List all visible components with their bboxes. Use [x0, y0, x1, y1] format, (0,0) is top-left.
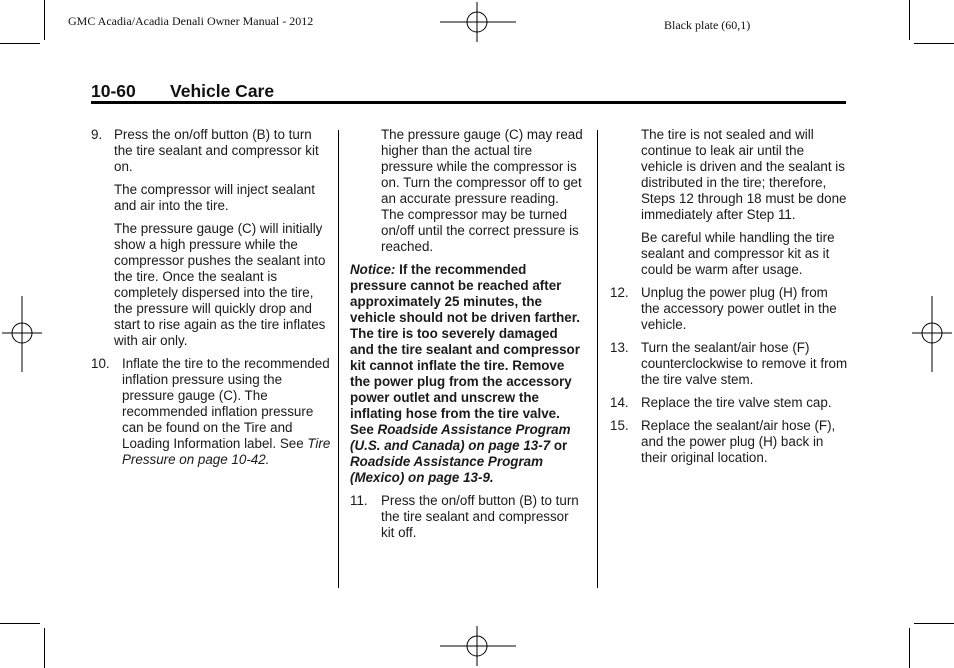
- notice-body: If the recommended pressure cannot be reached after approximately 25 minutes, the vehicle should not be driven farther. The tire is too severely damaged and the tire sealant and compressor kit cannot inflate the tire. Remove the power plug from the accessory power outlet and unscrew the inflating hose from the tire valve. See: [350, 262, 580, 437]
- step-11: [350, 493, 584, 541]
- manual-title: GMC Acadia/Acadia Denali Owner Manual - 2012: [68, 14, 314, 28]
- step-number: 9.: [91, 127, 103, 142]
- crop-mark: [0, 623, 40, 624]
- step-number: 10.: [91, 356, 110, 371]
- notice-connector: or: [550, 438, 568, 453]
- crop-mark: [0, 43, 40, 44]
- column-3: [610, 127, 848, 473]
- step-number: 13.: [610, 340, 629, 355]
- step-number: 15.: [610, 418, 629, 433]
- step-14: [610, 395, 848, 411]
- paragraph: The pressure gauge (C) may read higher than the actual tire pressure while the compressor is on. Turn the compressor off to get an accurate pressure reading. The compressor may be turned on/off until the correct pressure is reached.: [381, 127, 583, 254]
- registration-mark-icon: [2, 296, 42, 372]
- step-text-container: [122, 356, 331, 468]
- cross-reference-link[interactable]: Tire Pressure on page 10-42.: [122, 436, 331, 467]
- step-text: Unplug the power plug (H) from the accessory power outlet in the vehicle.: [641, 285, 837, 332]
- column-1: [91, 127, 331, 475]
- step-number: 14.: [610, 395, 629, 410]
- registration-mark-icon: [440, 626, 516, 666]
- paragraph: Be careful while handling the tire sealant and compressor kit as it could be warm after usage.: [641, 230, 835, 277]
- section-heading: [91, 81, 274, 102]
- section-title: Vehicle Care: [170, 81, 275, 101]
- step-9: [91, 127, 331, 175]
- notice-block: [350, 262, 584, 486]
- step-text: Turn the sealant/air hose (F) counterclockwise to remove it from the tire valve stem.: [641, 340, 848, 387]
- column-divider: [338, 130, 339, 588]
- crop-mark: [914, 43, 954, 44]
- cross-reference-link[interactable]: Roadside Assistance Program (U.S. and Canada) on page 13-7: [350, 422, 571, 453]
- step-number: 11.: [350, 493, 368, 508]
- cross-reference-link[interactable]: Roadside Assistance Program (Mexico) on page 13-9.: [350, 454, 543, 485]
- crop-mark: [909, 0, 910, 40]
- step-text: Press the on/off button (B) to turn the tire sealant and compressor kit on.: [114, 127, 319, 174]
- column-divider: [597, 130, 598, 588]
- step-text: Replace the tire valve stem cap.: [641, 395, 832, 410]
- page-number: 10-60: [91, 81, 136, 101]
- registration-mark-icon: [440, 2, 516, 42]
- notice-label: Notice:: [350, 262, 396, 277]
- crop-mark: [909, 628, 910, 668]
- crop-mark: [44, 0, 45, 40]
- step-text: Press the on/off button (B) to turn the tire sealant and compressor kit off.: [381, 493, 579, 540]
- step-10: [91, 356, 331, 468]
- step-paragraph: The compressor will inject sealant and air into the tire.: [114, 182, 315, 213]
- registration-mark-icon: [912, 296, 952, 372]
- step-12: [610, 285, 848, 333]
- plate-label: Black plate (60,1): [664, 18, 751, 32]
- step-paragraph: The pressure gauge (C) will initially show a high pressure while the compressor pushes the sealant into the tire. Once the sealant is completely dispersed into the tire, the pressure will quickly drop and start to rise again as the tire inflates with air only.: [114, 221, 326, 348]
- crop-mark: [914, 623, 954, 624]
- step-text: Replace the sealant/air hose (F), and the power plug (H) back in their original location.: [641, 418, 836, 465]
- step-number: 12.: [610, 285, 629, 300]
- paragraph: The tire is not sealed and will continue to leak air until the vehicle is driven and the sealant is distributed in the tire; therefore, Steps 12 through 18 must be done immediately after Step 11.: [641, 127, 847, 222]
- heading-rule: [91, 101, 846, 104]
- crop-mark: [44, 628, 45, 668]
- column-2: [350, 127, 584, 548]
- step-15: [610, 418, 848, 466]
- step-text: Inflate the tire to the recommended inflation pressure using the pressure gauge (C). The recommended inflation pressure can be found on the Tire and Loading Information label. See: [122, 356, 330, 451]
- step-13: [610, 340, 848, 388]
